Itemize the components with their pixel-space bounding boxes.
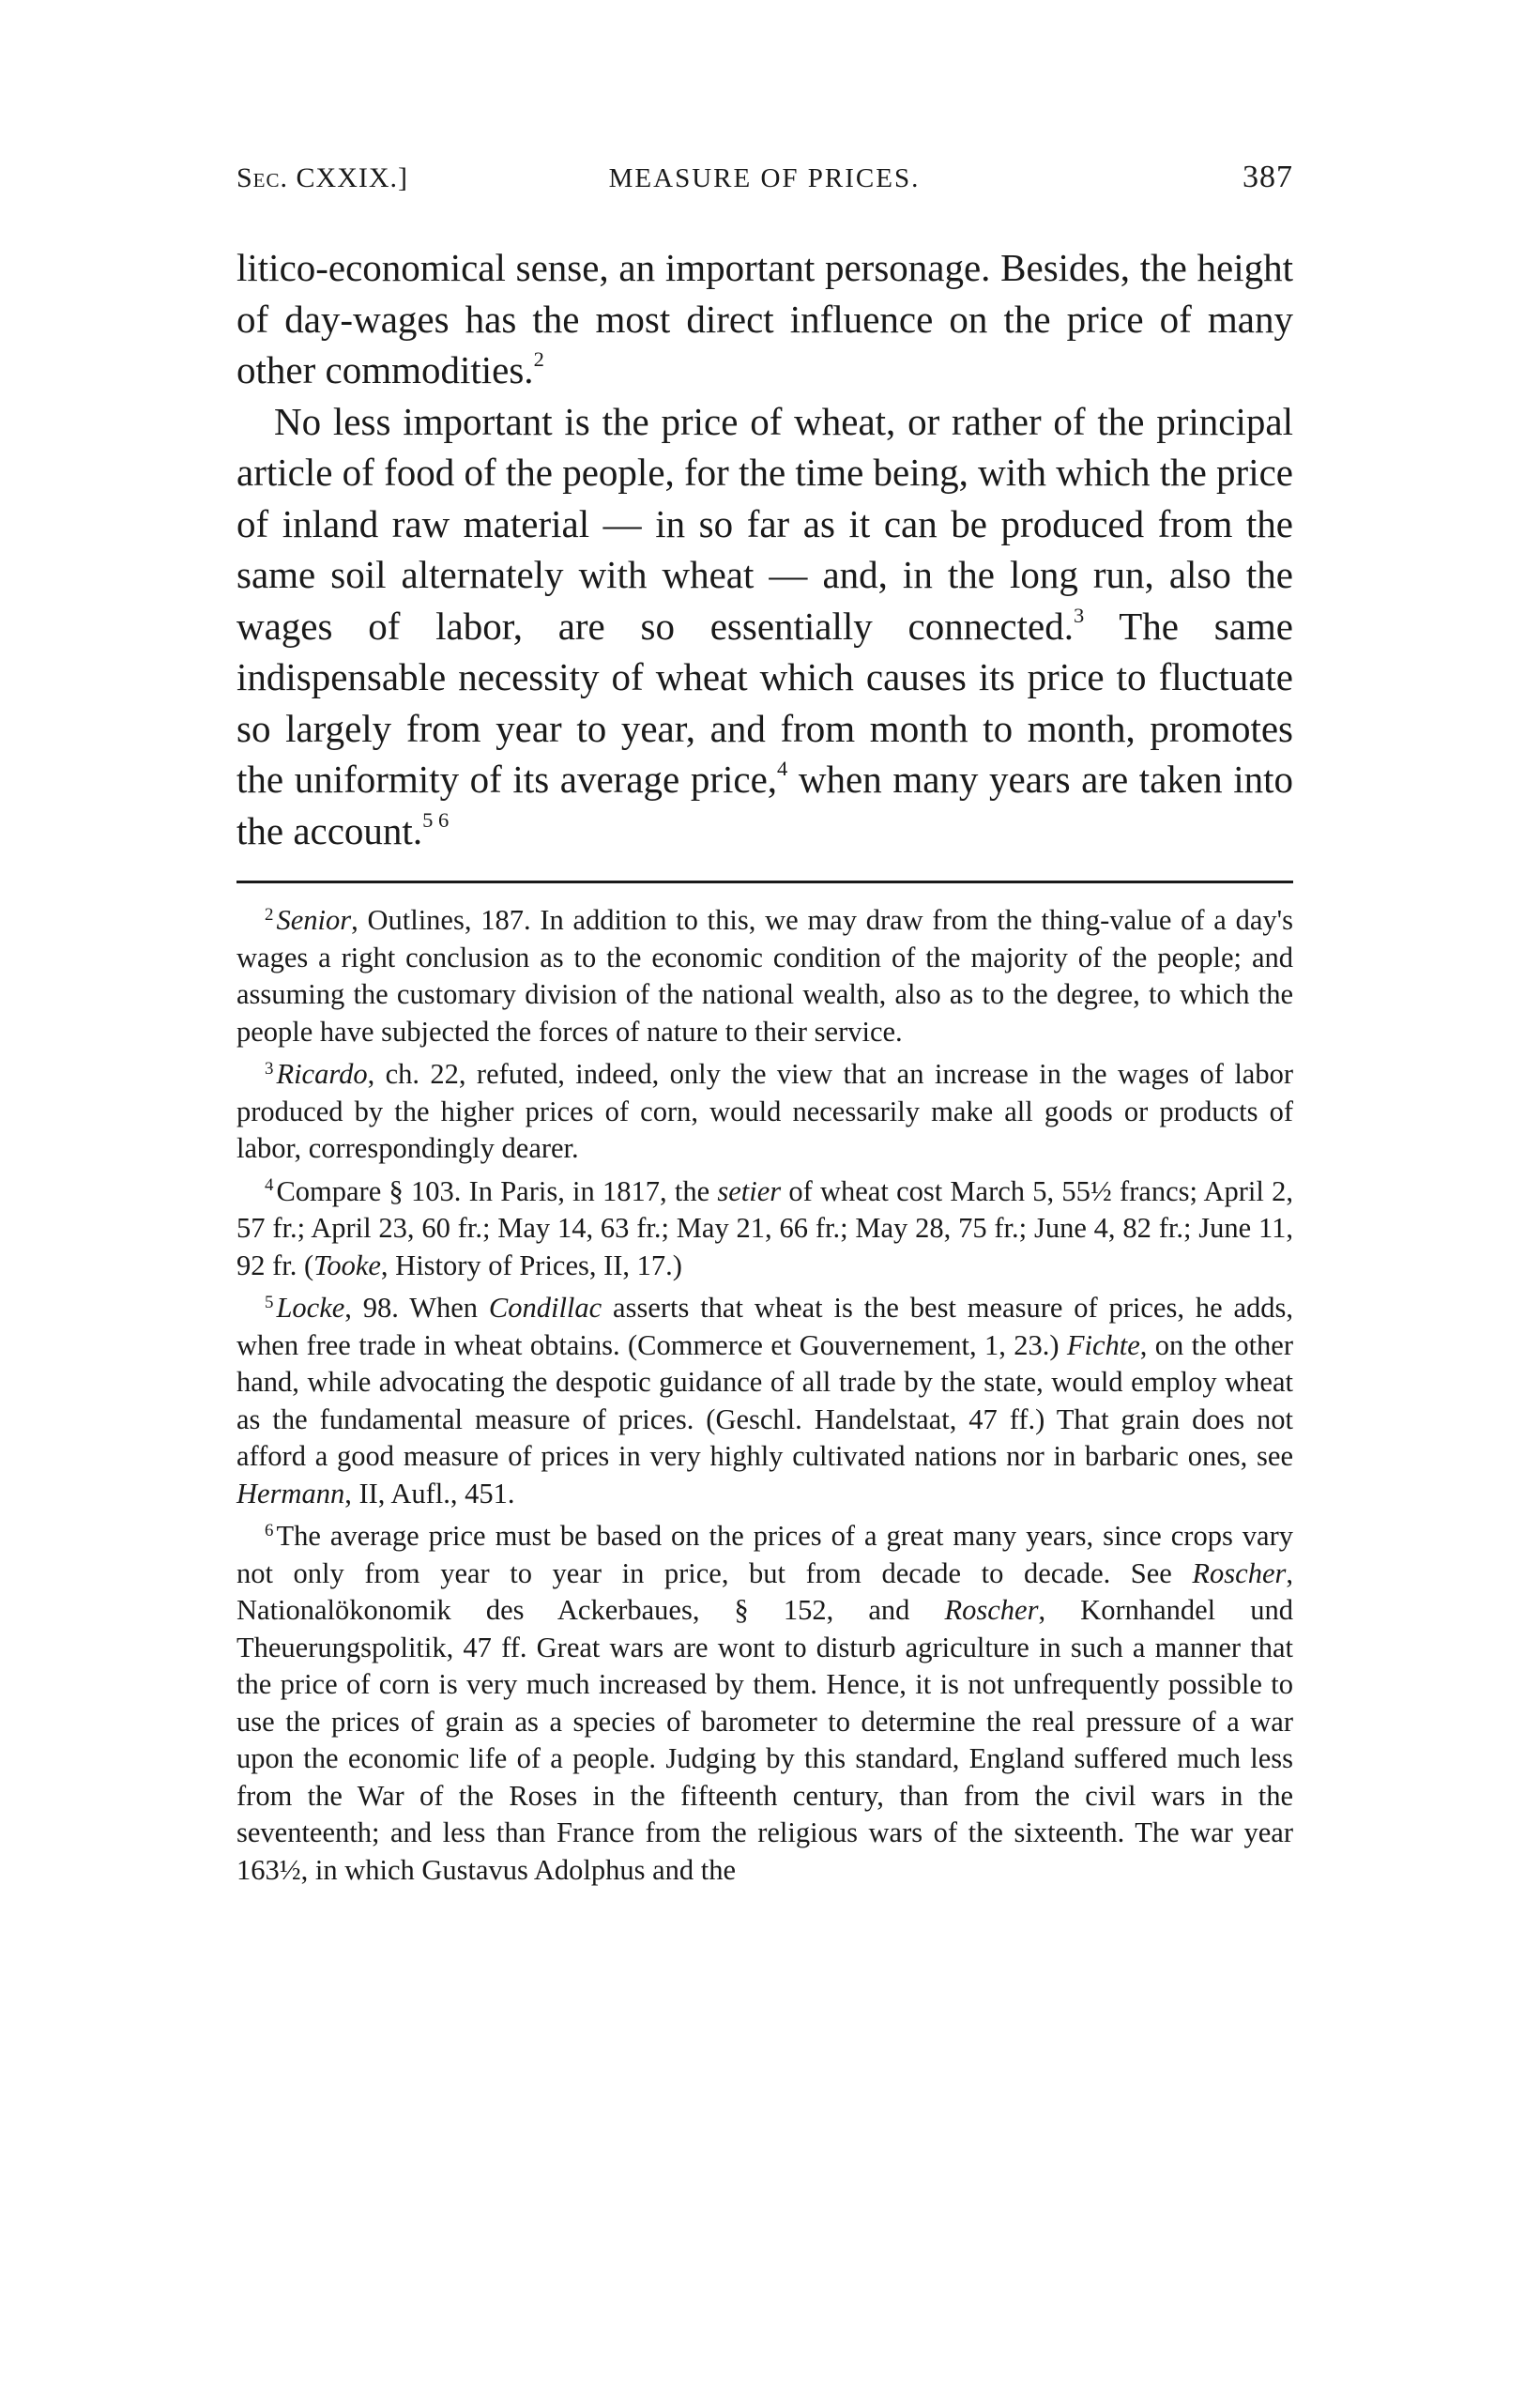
paragraph-1: litico-economical sense, an important personage. Besides, the height of day-wages has the most direct influence on the price of many other commodities.$^2$: [236, 246, 1293, 391]
book-page: [236, 160, 1293, 1894]
page-number: 387: [1242, 160, 1293, 194]
footnote-divider: [236, 881, 1293, 883]
footnote-3: $^3$Ricardo, ch. 22, refuted, indeed, only the view that an increase in the wages of labor produced by the higher prices of corn, would necessarily make all goods or products of labor, correspondingly dearer.: [236, 1058, 1293, 1164]
footnote-ref: 3: [1073, 603, 1085, 627]
footnote-2: $^2$Senior, Outlines, 187. In addition to this, we may draw from the thing-value of a day's wages a right conclusion as to the economic condition of the majority of the people; and assuming the customary division of the national wealth, also as to the degree, to which the people have subjected the forces of nature to their service.: [236, 904, 1293, 1048]
footnote-ref: 5 6: [422, 807, 450, 832]
footnote-4: $^4$Compare § 103. In Paris, in 1817, the setier of wheat cost March 5, 55½ francs; April 2, 57 fr.; April 23, 60 fr.; May 14, 63 fr.; May 21, 66 fr.; May 28, 75 fr.; June 4, 82 fr.; June 11, 92 fr. (Tooke, History of Prices, II, 17.): [236, 1174, 1293, 1281]
footnote-ref: 4: [777, 756, 788, 780]
footnotes: [236, 902, 1293, 1889]
footnote-6: $^6$The average price must be based on the prices of a great many years, since crops vary not only from year to year in price, but from decade to decade. See Roscher, Nationalökonomik des Ackerbaues, § 152, and Roscher, Kornhandel und Theuerungspolitik, 47 ff. Great wars are wont to disturb agriculture in such a manner that the price of corn is very much increased by them. Hence, it is not unfrequently possible to use the prices of grain as a species of barometer to determine the real pressure of a war upon the economic life of a people. Judging by this standard, England suffered much less from the War of the Roses in the fifteenth century, than from the civil wars in the seventeenth; and less than France from the religious wars of the sixteenth. The war year 163½, in which Gustavus Adolphus and the: [236, 1520, 1293, 1886]
page-title: MEASURE OF PRICES.: [608, 163, 921, 193]
paragraph-2: No less important is the price of wheat, or rather of the principal article of food of the people, for the time being, with which the price of inland raw material — in so far as it can be produced from the same soil alternately with wheat — and, in the long run, also the wages of labor, are so essentially connected.$^3$ The same indispensable necessity of wheat which causes its price to fluctuate so largely from year to year, and from month to month, promotes the uniformity of its average price,$^4$ when many years are taken into the account.$^{5 6}$: [236, 399, 1293, 852]
footnote-ref: 2: [533, 346, 544, 371]
running-head: [236, 160, 1293, 216]
footnote-5: $^5$Locke, 98. When Condillac asserts that wheat is the best measure of prices, he adds, when free trade in wheat obtains. (Commerce et Gouvernement, 1, 23.) Fichte, on the other hand, while advocating the despotic guidance of all trade by the state, would employ wheat as the fundamental measure of prices. (Geschl. Handelstaat, 47 ff.) That grain does not afford a good measure of prices in very highly cultivated nations nor in barbaric ones, see Hermann, II, Aufl., 451.: [236, 1292, 1293, 1509]
main-text: [236, 242, 1293, 856]
section-label: Sec. CXXIX.]: [236, 162, 409, 193]
